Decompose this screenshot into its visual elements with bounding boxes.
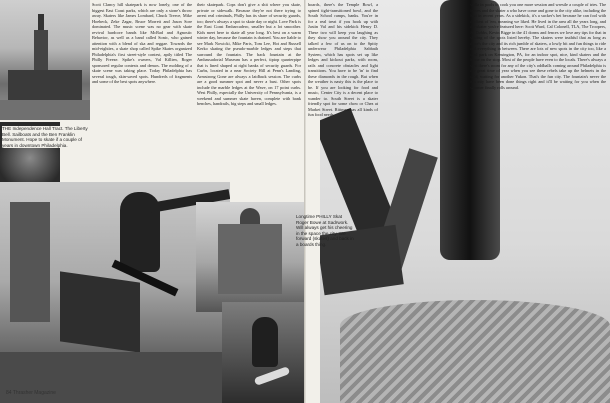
tower-shape bbox=[34, 30, 48, 75]
article-column-3: boards, there's the Temple Bowl, a spined tight-transitioned bowl, and the South School ramps, banks. You're in for a real treat if you hook up with Justin Val and his sidekick Henry D. These two will keep you laughing as they show you around the city. They talked a few of us on to the Spitty underwear Philadelphia Sabbath System, which has spots set up like ledges and kickout parks, with room, rails and concrete obstacles and light transitions. You have to be 'in' to find these diamonds in the rough. But when the weather is nasty this is the place to be. If you are looking for food and music, Center City is a decent place to wander to. South Street is a skater friendly spot for some chow or Chez at Market Street. Rittman has all kinds of fun food needs. bbox=[308, 2, 378, 117]
article-column-4: stella in pools to cook you one more session and wrestle a couple of tries. The leaves and the skater a who have come and gone to the city alike, including the best in recent years. As a sidekick, it's a sucker's bet because he can fool with the best of 'em, meaning we liked. He lived in the area all the years long, and the skater you're featured here: Scott Ward, Cal Colonell, TLA, The Troopers, JC Dobbs, Kevin Bigge in the 41 dorms and fences we love any tips for that in skating of the spots listed hereby. The skaters were truthful that as long as there's the city and its rich jumble of skaters, a lowly bit and fun things to ride and everything in between. There are lots of new spots in the city too, like a cool park on Kensington, PA, for an indoor spot, nice, kind skaters and the home on the stop. Most of the people have even to the locals. There's always a spot there's room for any of the city's oddballs coming around Philadelphia is the great time of year when you see these rebels take up the helmets in the cold, waiting for another Yukon. That's the fun city. The fountain's never the fun city have been done things right and it'll be waiting for you when the summer finally rolls around. bbox=[470, 2, 606, 90]
article-column-1: Scott Clancy hill skatepark is now lonely, one of the biggest East Coast parks, which are only a stone's throw away. Skaters like James Lombard, Chuck Treece, Mike Hoebeck, Zeke Zagar, Bruce Morrett and Jason Sore dominated. The music scene was no gear with skate revival hardcore bands like McRad and Agnostic Behavior, as well as a band called Sonic, who gained attention with a blend of ska and reggae. Towards the mid-eighties, a skate shop called Spike Skates organized Philadelphia's first street-style contest, aptly titled The Philly Freeze. Spike's owners, Val Killien, Roger sponsored regular contests and demos. The molding of a skate scene was taking place. Today Philadelphia has several tough, skin-saved spots. Hundreds of fragments and some of the best spots anywhere. bbox=[92, 2, 192, 84]
lawn-shape bbox=[0, 100, 90, 120]
photo-caption-ring: Longtime PHILLY Skat Roger Bowe at Sadrwork. Will always get his cheering in the space the city. We forward (skates) and back in a boards thing. bbox=[296, 214, 354, 247]
seated-skateboard bbox=[254, 366, 291, 386]
ledge-shape bbox=[60, 271, 140, 352]
sculpture-base bbox=[340, 300, 610, 403]
photo-caption-hall: THE Independence Hall Tract. The Liberty Bell. Sailboats and the Ben Franklin Monument. Hope to skate if a couple of years in downtown Philadelphia. bbox=[2, 126, 88, 148]
independence-hall-photo bbox=[0, 0, 90, 120]
city-hall-photo bbox=[196, 202, 304, 312]
building-shape bbox=[8, 70, 82, 100]
seated-skater-photo bbox=[222, 302, 304, 403]
article-column-2: their skatepark. Cops don't give a shit where you skate, private or sidewalk. Because they're not there trying to arrest real criminals, Philly has its share of security guards, too; there's always a spot to skate day or night. Love Park is the East Coast Embarcadero, smaller but a lot smoother. Kids meet here to skate all year long. It's best on a warm winter day, because the fountain is drained. You are liable to see Mark Nowicki, Mike Paris, Tom Lee, Hot and Russell Kerko skating the pseudo-marble ledges and steps that surround the fountain. The back fountain at the Ambassadorial Museum has a perfect, tiptop quarterpipe that is lined shaped at right banks of security guards. For Curbs, located in a near Society Hill at Penn's Landing, Armstrong Gone are always a laidback session. The curbs are a good summer spot and never a bust. Other spots include the marble ledges at the Wave, on 17 point curbs. West Philly, especially the University of Pennsylvania, is a weekend and summer skate haven, complete with bank benches, handrails, big steps and small ledges. bbox=[197, 2, 301, 106]
seated-person bbox=[252, 317, 278, 367]
city-hall-building bbox=[218, 224, 282, 294]
page-gutter bbox=[304, 0, 306, 403]
page-folio: 84 Thrasher Magazine bbox=[6, 390, 56, 396]
city-tower-shape bbox=[10, 202, 50, 322]
